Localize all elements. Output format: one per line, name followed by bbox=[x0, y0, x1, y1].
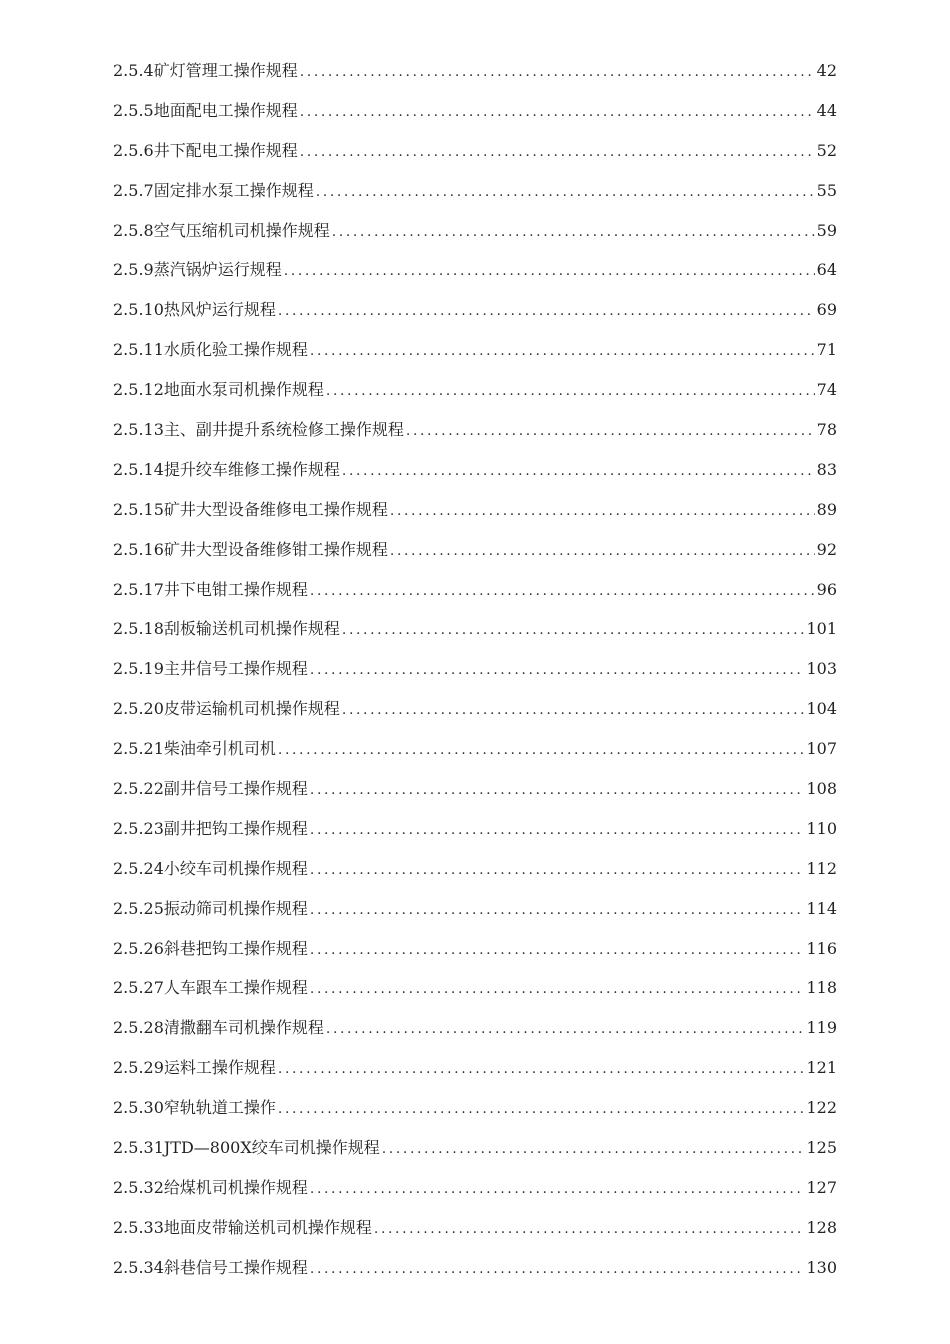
toc-entry-page: 110 bbox=[806, 818, 837, 838]
toc-entry[interactable] bbox=[113, 769, 837, 809]
toc-dot-leader bbox=[278, 1090, 805, 1130]
toc-entry-title: 2.5.5地面配电工操作规程 bbox=[113, 100, 298, 120]
toc-dot-leader bbox=[310, 811, 805, 851]
toc-entry[interactable] bbox=[113, 211, 837, 251]
toc-entry-title: 2.5.28清撒翻车司机操作规程 bbox=[113, 1018, 324, 1038]
toc-entry-page: 101 bbox=[806, 619, 837, 639]
toc-dot-leader bbox=[284, 252, 815, 292]
toc-entry-title: 2.5.4矿灯管理工操作规程 bbox=[113, 61, 298, 80]
toc-entry-page: 55 bbox=[816, 180, 837, 200]
toc-dot-leader bbox=[310, 332, 815, 372]
toc-entry[interactable] bbox=[113, 91, 837, 131]
toc-entry-page: 130 bbox=[806, 1257, 837, 1277]
toc-entry-page: 122 bbox=[806, 1098, 837, 1118]
toc-entry[interactable] bbox=[113, 171, 837, 211]
toc-entry-title: 2.5.12地面水泵司机操作规程 bbox=[113, 380, 324, 400]
toc-entry-title: 2.5.10热风炉运行规程 bbox=[113, 300, 276, 320]
toc-entry[interactable] bbox=[113, 51, 837, 91]
toc-entry-page: 128 bbox=[806, 1217, 837, 1237]
toc-dot-leader bbox=[390, 492, 815, 532]
toc-dot-leader bbox=[278, 731, 805, 771]
toc-entry-title: 2.5.30窄轨轨道工操作 bbox=[113, 1098, 276, 1118]
toc-entry[interactable] bbox=[113, 1208, 837, 1248]
toc-dot-leader bbox=[316, 173, 815, 213]
toc-dot-leader bbox=[390, 532, 815, 572]
toc-entry-page: 42 bbox=[816, 61, 837, 80]
toc-entry-title: 2.5.16矿井大型设备维修钳工操作规程 bbox=[113, 539, 388, 559]
toc-dot-leader bbox=[278, 292, 815, 332]
toc-entry-page: 64 bbox=[816, 260, 837, 280]
toc-dot-leader bbox=[310, 651, 805, 691]
toc-entry-title: 2.5.22副井信号工操作规程 bbox=[113, 779, 308, 799]
toc-entry-title: 2.5.32给煤机司机操作规程 bbox=[113, 1177, 308, 1197]
toc-entry[interactable] bbox=[113, 330, 837, 370]
toc-entry-title: 2.5.34斜巷信号工操作规程 bbox=[113, 1257, 308, 1277]
toc-entry[interactable] bbox=[113, 1248, 837, 1288]
toc-entry[interactable] bbox=[113, 450, 837, 490]
toc-dot-leader bbox=[300, 133, 815, 173]
toc-entry[interactable] bbox=[113, 290, 837, 330]
toc-entry[interactable] bbox=[113, 689, 837, 729]
toc-entry-title: 2.5.9蒸汽锅炉运行规程 bbox=[113, 260, 282, 280]
toc-entry-page: 127 bbox=[806, 1177, 837, 1197]
toc-entry[interactable] bbox=[113, 370, 837, 410]
toc-entry-page: 108 bbox=[806, 779, 837, 799]
toc-dot-leader bbox=[310, 1170, 805, 1210]
toc-entry-page: 125 bbox=[806, 1138, 837, 1158]
toc-dot-leader bbox=[332, 213, 815, 253]
toc-dot-leader bbox=[342, 691, 805, 731]
toc-entry-page: 52 bbox=[816, 140, 837, 160]
toc-entry[interactable] bbox=[113, 250, 837, 290]
toc-entry-title: 2.5.26斜巷把钩工操作规程 bbox=[113, 938, 308, 958]
toc-entry[interactable] bbox=[113, 849, 837, 889]
toc-entry-page: 107 bbox=[806, 739, 837, 759]
toc-entry-page: 69 bbox=[816, 300, 837, 320]
toc-entry-page: 114 bbox=[806, 898, 837, 918]
toc-entry[interactable] bbox=[113, 809, 837, 849]
toc-entry-title: 2.5.11水质化验工操作规程 bbox=[113, 340, 308, 360]
toc-dot-leader bbox=[310, 931, 805, 971]
toc-dot-leader bbox=[278, 1050, 805, 1090]
toc-dot-leader bbox=[326, 1010, 805, 1050]
toc-entry-title: 2.5.31JTD—800X绞车司机操作规程 bbox=[113, 1138, 380, 1158]
toc-entry-page: 96 bbox=[816, 579, 837, 599]
toc-entry-title: 2.5.19主井信号工操作规程 bbox=[113, 659, 308, 679]
toc-entry-page: 71 bbox=[816, 340, 837, 360]
toc-entry-title: 2.5.23副井把钩工操作规程 bbox=[113, 818, 308, 838]
toc-dot-leader bbox=[326, 372, 815, 412]
toc-dot-leader bbox=[310, 771, 805, 811]
toc-entry-title: 2.5.17井下电钳工操作规程 bbox=[113, 579, 308, 599]
toc-entry-title: 2.5.20皮带运输机司机操作规程 bbox=[113, 699, 340, 719]
toc-dot-leader bbox=[310, 970, 805, 1010]
toc-entry-title: 2.5.24小绞车司机操作规程 bbox=[113, 858, 308, 878]
toc-entry-title: 2.5.13主、副井提升系统检修工操作规程 bbox=[113, 420, 404, 440]
toc-entry-page: 121 bbox=[806, 1058, 837, 1078]
toc-entry-title: 2.5.6井下配电工操作规程 bbox=[113, 140, 298, 160]
toc-entry-page: 44 bbox=[816, 100, 837, 120]
toc-entry-page: 118 bbox=[806, 978, 837, 998]
toc-entry-title: 2.5.33地面皮带输送机司机操作规程 bbox=[113, 1217, 372, 1237]
toc-entry[interactable] bbox=[113, 1168, 837, 1208]
toc-entry-title: 2.5.21柴油牵引机司机 bbox=[113, 739, 276, 759]
toc-dot-leader bbox=[310, 1250, 805, 1290]
toc-entry-page: 119 bbox=[806, 1018, 837, 1038]
toc-entry[interactable] bbox=[113, 1048, 837, 1088]
toc-entry[interactable] bbox=[113, 570, 837, 610]
toc-entry[interactable] bbox=[113, 729, 837, 769]
toc-entry-title: 2.5.8空气压缩机司机操作规程 bbox=[113, 220, 330, 240]
toc-entry-page: 83 bbox=[816, 459, 837, 479]
toc-dot-leader bbox=[342, 452, 815, 492]
toc-entry-title: 2.5.25振动筛司机操作规程 bbox=[113, 898, 308, 918]
toc-entry-title: 2.5.15矿井大型设备维修电工操作规程 bbox=[113, 499, 388, 519]
toc-entry-page: 74 bbox=[816, 380, 837, 400]
toc-entry[interactable] bbox=[113, 929, 837, 969]
toc-entry[interactable] bbox=[113, 1008, 837, 1048]
toc-entry-page: 59 bbox=[816, 220, 837, 240]
toc-entry-title: 2.5.29运料工操作规程 bbox=[113, 1058, 276, 1078]
toc-entry[interactable] bbox=[113, 609, 837, 649]
toc-entry-title: 2.5.27人车跟车工操作规程 bbox=[113, 978, 308, 998]
toc-dot-leader bbox=[406, 412, 815, 452]
toc-entry-title: 2.5.18刮板输送机司机操作规程 bbox=[113, 619, 340, 639]
toc-entry[interactable] bbox=[113, 410, 837, 450]
toc-dot-leader bbox=[300, 93, 815, 133]
toc-entry-title: 2.5.7固定排水泵工操作规程 bbox=[113, 180, 314, 200]
toc-entry[interactable] bbox=[113, 968, 837, 1008]
toc-entry[interactable] bbox=[113, 530, 837, 570]
toc-entry-page: 89 bbox=[816, 499, 837, 519]
toc-entry-page: 112 bbox=[806, 858, 837, 878]
toc-dot-leader bbox=[382, 1130, 805, 1170]
toc-entry-page: 116 bbox=[806, 938, 837, 958]
table-of-contents bbox=[113, 51, 837, 1288]
toc-entry-page: 78 bbox=[816, 420, 837, 440]
toc-entry[interactable] bbox=[113, 649, 837, 689]
toc-dot-leader bbox=[342, 611, 805, 651]
toc-entry[interactable] bbox=[113, 131, 837, 171]
toc-dot-leader bbox=[310, 891, 805, 931]
toc-entry[interactable] bbox=[113, 490, 837, 530]
toc-entry-page: 104 bbox=[806, 699, 837, 719]
toc-dot-leader bbox=[310, 572, 815, 612]
toc-entry[interactable] bbox=[113, 889, 837, 929]
toc-entry-page: 92 bbox=[816, 539, 837, 559]
toc-dot-leader bbox=[310, 851, 805, 891]
toc-dot-leader bbox=[300, 53, 815, 93]
toc-dot-leader bbox=[374, 1210, 805, 1250]
toc-entry-page: 103 bbox=[806, 659, 837, 679]
toc-entry[interactable] bbox=[113, 1128, 837, 1168]
toc-entry-title: 2.5.14提升绞车维修工操作规程 bbox=[113, 459, 340, 479]
toc-entry[interactable] bbox=[113, 1088, 837, 1128]
